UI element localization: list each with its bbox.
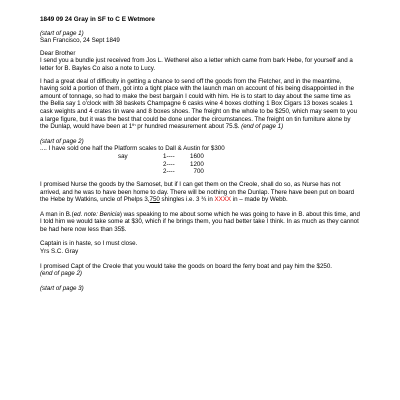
paragraph-nurse-text-3: in – made by Webb.	[231, 196, 288, 204]
paragraph-nurse-text-2: shingles i.e. 3 ¾ in	[159, 196, 215, 204]
scale-say-label: say	[118, 152, 128, 160]
scale-row-dash: 1----	[163, 152, 175, 160]
paragraph-goods-shipment	[40, 78, 360, 131]
editor-note: ed. note: Benicia	[73, 210, 120, 218]
paragraph-closing: Captain is in haste, so I must close.	[40, 240, 138, 248]
paragraph-benicia-text: A man in B.(	[40, 210, 74, 218]
paragraph-goods-text: I had a great deal of difficulty in getting a chance to send off the goods from the Fletcher, and in the meantime, having sold a portion of them, got into a tight place with the launch man on account of his being disappointed in the amount of tonnage, so had to make the best bargain I could with him. He is to start to day about the same time as the Bella say 1 o'clock with 38 baskets Champagne 6 casks wine 4 boxes clothing 1 Box Cigars 13 boxes scales 1 cask weights and 4 crates tin ware and 8 boxes shoes. The freight on the whole to be $250, which may seem to you a large figure, but it was the best that could be done under the circumstances. The freight on tin furniture alone by the Dunlap, would have been at 1	[40, 77, 358, 131]
sold-scales-line: .... I have sold one half the Platform scales to Dall & Austin for $300	[40, 145, 225, 153]
page-1-end-marker: (end of page 1)	[241, 123, 284, 131]
salutation: Dear Brother	[40, 49, 76, 57]
page-2-start-marker: (start of page 2)	[40, 137, 84, 145]
scale-row-amount: 1200	[190, 160, 204, 168]
paragraph-nurse-text: I promised Nurse the goods by the Samoset, but if I can get them on the Creole, shall do so, as Nurse has not arrived, and he was to have been home to day. There will be nothing on the Dunlap. There have been put on board the Hebe by Watkins, uncle of Phelps 3,	[40, 180, 355, 204]
paragraph-nurse-goods	[40, 181, 360, 204]
paragraph-benicia-man	[40, 211, 360, 234]
underlined-number: 750	[149, 196, 160, 204]
scale-prices-list	[40, 153, 360, 176]
document-title: 1849 09 24 Gray in SF to C E Wetmore	[40, 16, 155, 23]
signature: Yrs S.C. Gray	[40, 248, 79, 256]
paragraph-postscript	[40, 263, 360, 278]
scale-row-dash: 2----	[163, 160, 175, 168]
scale-row-dash: 2----	[163, 168, 175, 176]
page-3-start-marker: (start of page 3)	[40, 284, 84, 292]
postscript-text: I promised Capt of the Creole that you would take the goods on board the ferry boat and pay him the $250.	[40, 262, 333, 270]
superscript-th: th	[132, 122, 136, 128]
paragraph-benicia-text-2: ) was speaking to me about some which he was going to have in B. about this time, and I told him we would take some at $30, which if he brings them, you had better take I think. In as much as they cannot be had here now less than 35$.	[40, 210, 360, 233]
page-2-end-marker: (end of page 2)	[40, 270, 82, 278]
place-date: San Francisco, 24 Sept 1849	[40, 37, 120, 45]
scale-row-amount: 700	[193, 168, 204, 176]
scale-row-amount: 1600	[190, 152, 204, 160]
paragraph-goods-tail: pr hundred measurement about 75.$.	[135, 123, 240, 131]
paragraph-bundle: I send you a bundle just received from Jos L. Wetherel also a letter which came from bark Hebe, for yourself and a letter for B. Bayles Co also a note to Lucy.	[40, 57, 353, 72]
page-1-start-marker: (start of page 1)	[40, 29, 84, 37]
redacted-text: XXXX	[214, 196, 232, 204]
